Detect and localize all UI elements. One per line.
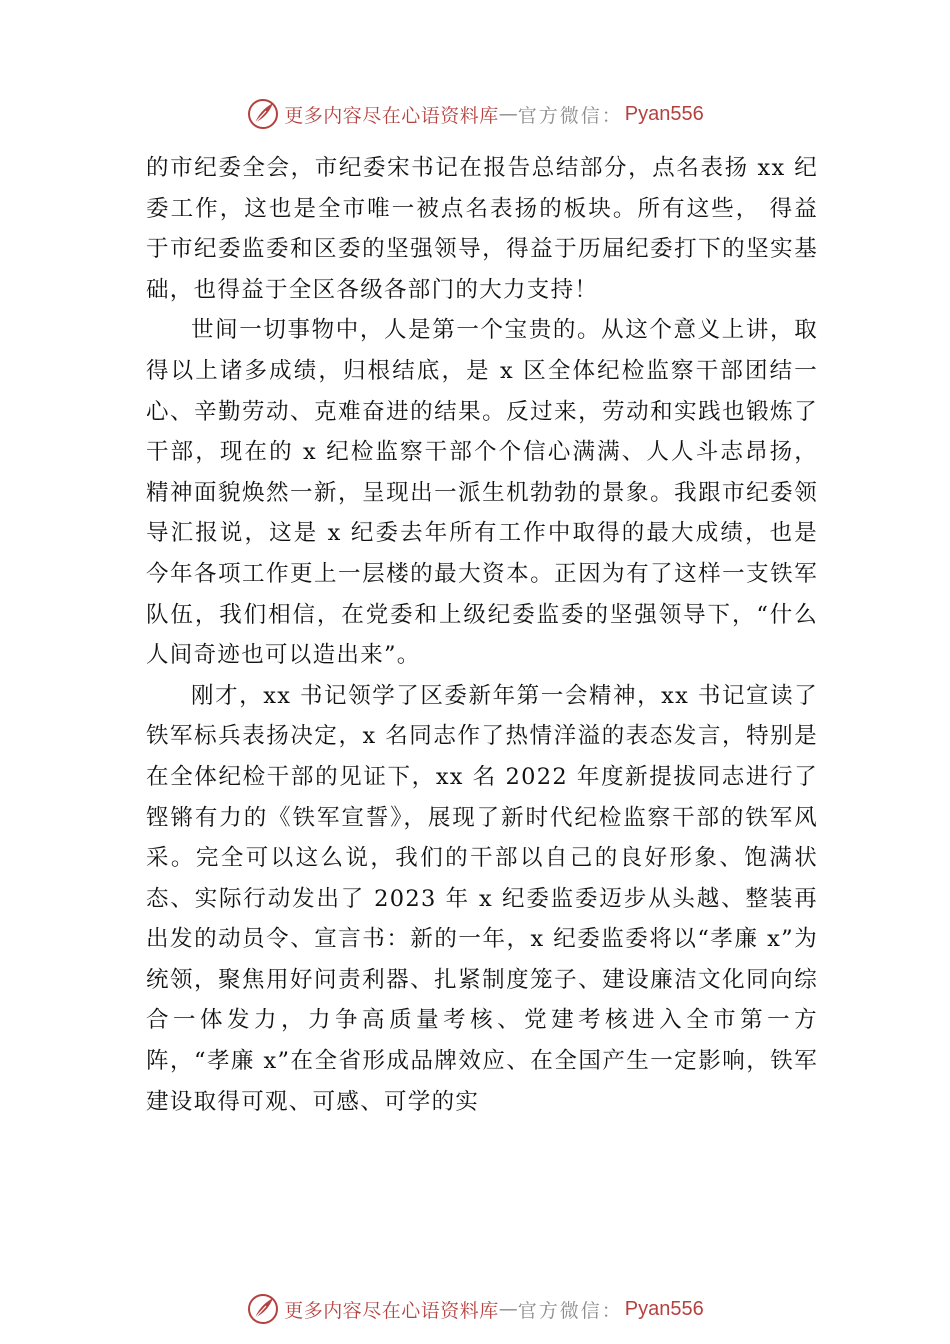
- watermark-separator: —: [498, 1298, 518, 1320]
- quill-pen-icon: [246, 97, 280, 131]
- watermark-wechat-id: Pyan556: [624, 1297, 704, 1320]
- watermark-wechat-id: Pyan556: [624, 102, 704, 125]
- header-watermark: [0, 94, 950, 134]
- quill-pen-icon: [246, 1292, 280, 1326]
- paragraph-2: 世间一切事物中，人是第一个宝贵的。从这个意义上讲，取得以上诸多成绩，归根结底，是 x 区全体纪检监察干部团结一心、辛勤劳动、克难奋进的结果。反过来，劳动和实践也锻炼了干部，现在的 x 纪检监察干部个个信心满满、人人斗志昂扬，精神面貌焕然一新，呈现出一派生机勃勃的景象。我跟市纪委领导汇报说，这是 x 纪委去年所有工作中取得的最大成绩，也是今年各项工作更上一层楼的最大资本。正因为有了这样一支铁军队伍，我们相信，在党委和上级纪委监委的坚强领导下，“什么人间奇迹也可以造出来”。: [146, 317, 818, 669]
- paragraph-1: 的市纪委全会，市纪委宋书记在报告总结部分，点名表扬 xx 纪委工作，这也是全市唯一被点名表扬的板块。所有这些， 得益于市纪委监委和区委的坚强领导，得益于历届纪委打下的坚实基础，也得益于全区各级各部门的大力支持！: [146, 155, 818, 303]
- watermark-main-text: 更多内容尽在心语资料库: [284, 1299, 499, 1322]
- watermark-separator: —: [498, 103, 518, 125]
- footer-watermark: [0, 1289, 950, 1329]
- watermark-main-text: 更多内容尽在心语资料库: [284, 104, 499, 127]
- paragraph-3: 刚才，xx 书记领学了区委新年第一会精神，xx 书记宣读了铁军标兵表扬决定，x 名同志作了热情洋溢的表态发言，特别是在全体纪检干部的见证下，xx 名 2022 年度新提拔同志进行了铿锵有力的《铁军宣誓》，展现了新时代纪检监察干部的铁军风采。完全可以这么说，我们的干部以自己的良好形象、饱满状态、实际行动发出了 2023 年 x 纪委监委迈步从头越、整装再出发的动员令、宣言书：新的一年，x 纪委监委将以“孝廉 x”为统领，聚焦用好问责利器、扎紧制度笼子、建设廉洁文化同向综合一体发力，力争高质量考核、党建考核进入全市第一方阵，“孝廉 x”在全省形成品牌效应、在全国产生一定影响，铁军建设取得可观、可感、可学的实: [146, 682, 818, 1115]
- watermark-label: 官方微信：: [517, 104, 623, 127]
- watermark-label: 官方微信：: [517, 1299, 623, 1322]
- document-body: [146, 148, 818, 1122]
